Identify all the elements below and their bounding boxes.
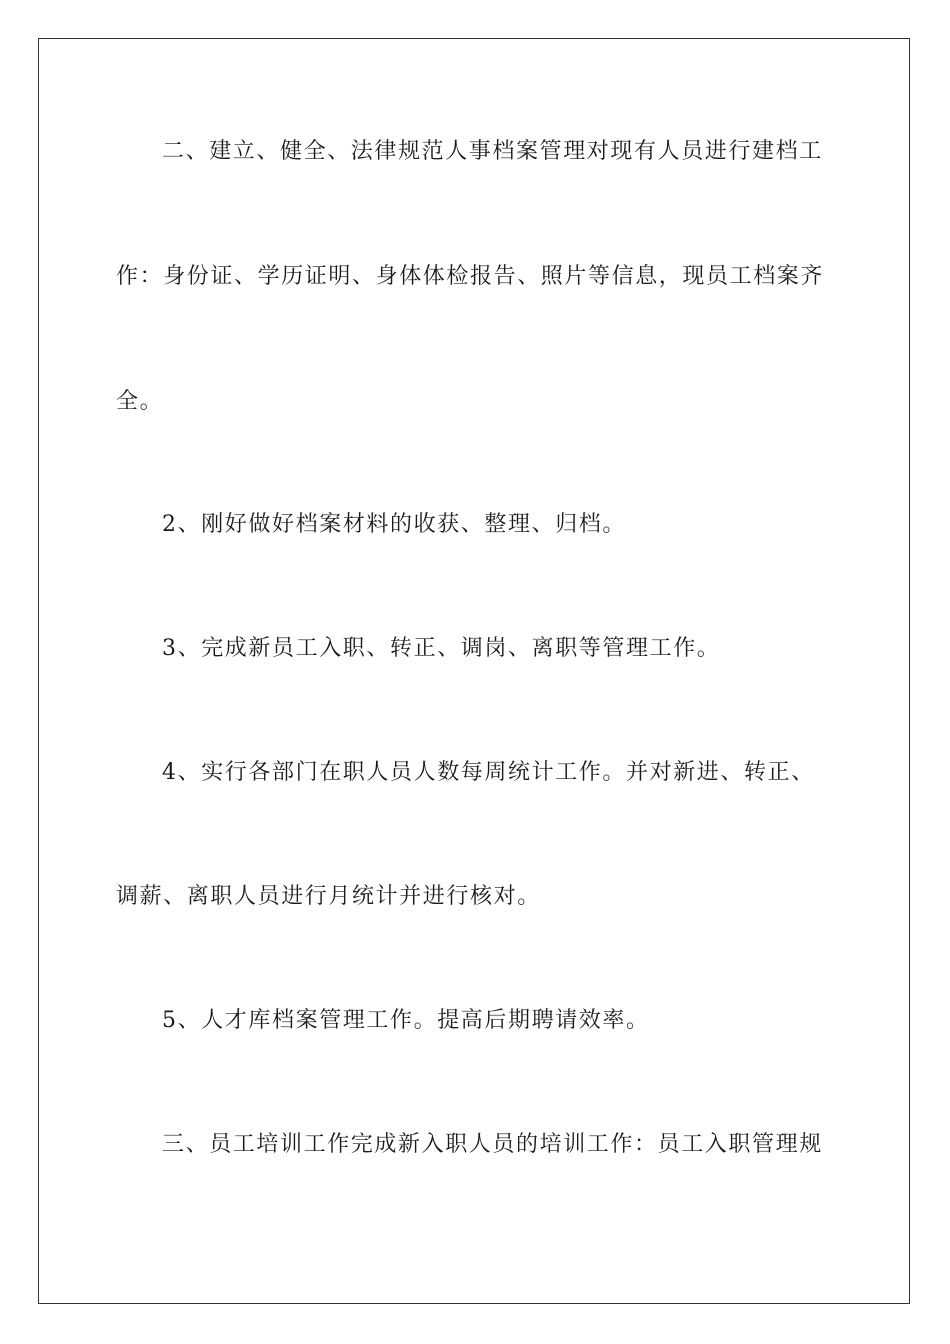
paragraph-line: 4、实行各部门在职人员人数每周统计工作。并对新进、转正、 [162,760,815,785]
paragraph-line: 二、建立、健全、法律规范人事档案管理对现有人员进行建档工 [162,139,823,164]
paragraph-line: 作：身份证、学历证明、身体体检报告、照片等信息，现员工档案齐 [116,264,825,289]
paragraph-line: 3、完成新员工入职、转正、调岗、离职等管理工作。 [162,636,721,661]
paragraph-line: 调薪、离职人员进行月统计并进行核对。 [116,884,541,909]
paragraph-line: 5、人才库档案管理工作。提高后期聘请效率。 [162,1008,650,1033]
paragraph-line: 全。 [116,389,164,414]
paragraph-line: 三、员工培训工作完成新入职人员的培训工作：员工入职管理规 [162,1132,823,1157]
paragraph-line: 2、刚好做好档案材料的收获、整理、归档。 [162,512,626,537]
page-frame [38,38,910,1304]
